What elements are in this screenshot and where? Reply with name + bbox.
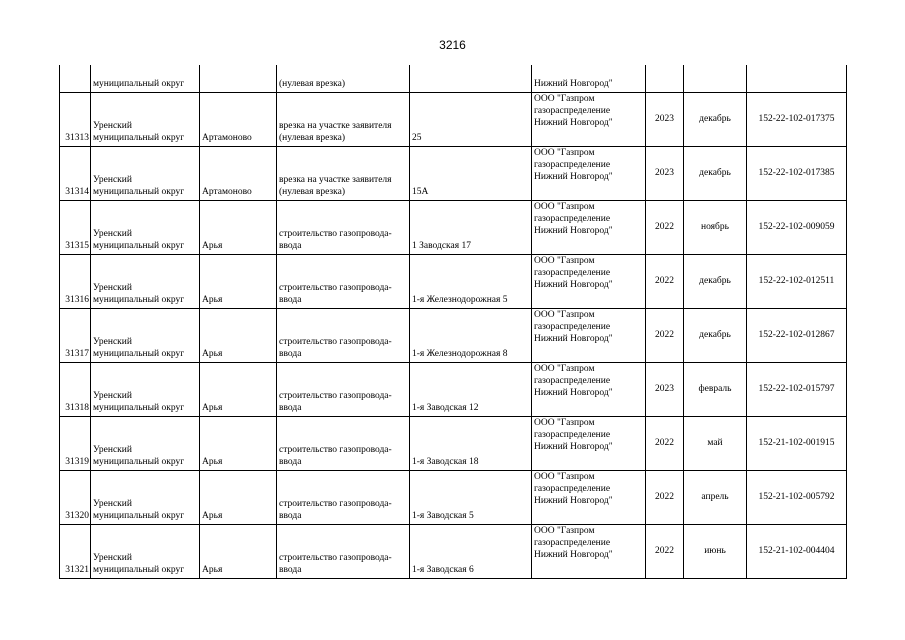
cell-district (91, 146, 200, 200)
cell-work (277, 254, 410, 308)
district-line-1: Уренский (93, 120, 132, 131)
org-line-1: ООО "Газпром (534, 147, 595, 158)
cell-district (91, 254, 200, 308)
org-line-2: газораспределение (534, 105, 611, 116)
cell-work (277, 362, 410, 416)
org-line-3: Нижний Новгород" (534, 225, 613, 236)
cell-month: апрель (684, 470, 747, 524)
cell-month: декабрь (684, 254, 747, 308)
org-line-3: Нижний Новгород" (534, 117, 613, 128)
org-line-1: ООО "Газпром (534, 309, 595, 320)
cell-year: 2022 (646, 524, 684, 578)
cell-address: 1-я Железнодорожная 8 (410, 308, 532, 362)
cell-number: 31315 (60, 200, 91, 254)
table-row (60, 308, 847, 362)
table-row (60, 92, 847, 146)
cell-number: 31316 (60, 254, 91, 308)
cell-number (60, 65, 91, 92)
cell-district (91, 470, 200, 524)
cell-address (410, 65, 532, 92)
work-line-2: ввода (279, 564, 302, 575)
district-line-2: муниципальный округ (93, 348, 185, 359)
cell-work (277, 308, 410, 362)
cell-code (747, 65, 847, 92)
cell-district (91, 200, 200, 254)
cell-work (277, 92, 410, 146)
org-line-1: ООО "Газпром (534, 201, 595, 212)
cell-number: 31321 (60, 524, 91, 578)
cell-code: 152-22-102-012511 (747, 254, 847, 308)
district-line-2: муниципальный округ (93, 186, 185, 197)
org-line-2: газораспределение (534, 213, 611, 224)
cell-number: 31314 (60, 146, 91, 200)
cell-month: декабрь (684, 146, 747, 200)
org-line-3: Нижний Новгород" (534, 279, 613, 290)
district-line-2: муниципальный округ (93, 510, 185, 521)
table-row (60, 416, 847, 470)
page-number: 3216 (439, 38, 466, 52)
work-line-2: ввода (279, 456, 302, 467)
district-line-2: муниципальный округ (93, 456, 185, 467)
district-line-1: Уренский (93, 390, 132, 401)
cell-year: 2023 (646, 362, 684, 416)
cell-month: декабрь (684, 92, 747, 146)
work-line-1: строительство газопровода- (279, 228, 392, 239)
district-line-2: муниципальный округ (93, 240, 185, 251)
cell-number: 31319 (60, 416, 91, 470)
table-row-continued (60, 65, 847, 92)
org-line-2: газораспределение (534, 483, 611, 494)
cell-number: 31313 (60, 92, 91, 146)
work-line-1: врезка на участке заявителя (279, 174, 392, 185)
cell-district (91, 92, 200, 146)
cell-code: 152-22-102-017375 (747, 92, 847, 146)
cell-work (277, 200, 410, 254)
cell-address: 1-я Железнодорожная 5 (410, 254, 532, 308)
cell-month: февраль (684, 362, 747, 416)
work-line-2: (нулевая врезка) (279, 132, 346, 143)
cell-code: 152-21-102-005792 (747, 470, 847, 524)
cell-district (91, 308, 200, 362)
org-line-2: газораспределение (534, 321, 611, 332)
work-line-2: ввода (279, 240, 302, 251)
cell-place: Арья (200, 524, 277, 578)
cell-year: 2022 (646, 416, 684, 470)
cell-code: 152-22-102-015797 (747, 362, 847, 416)
org-line-1: ООО "Газпром (534, 417, 595, 428)
cell-organization (532, 416, 646, 470)
work-line-1: строительство газопровода- (279, 444, 392, 455)
cell-address: 1-я Заводская 12 (410, 362, 532, 416)
work-line-2: (нулевая врезка) (279, 186, 346, 197)
cell-year (646, 65, 684, 92)
cell-month: декабрь (684, 308, 747, 362)
table-row (60, 362, 847, 416)
org-line-1: ООО "Газпром (534, 255, 595, 266)
cell-code: 152-21-102-001915 (747, 416, 847, 470)
org-line-1: ООО "Газпром (534, 525, 595, 536)
district-line-1: Уренский (93, 498, 132, 509)
cell-organization (532, 254, 646, 308)
cell-district (91, 416, 200, 470)
org-line-2: газораспределение (534, 159, 611, 170)
work-line-2: ввода (279, 510, 302, 521)
work-line-1: строительство газопровода- (279, 336, 392, 347)
cell-address: 1-я Заводская 5 (410, 470, 532, 524)
cell-month: май (684, 416, 747, 470)
district-line-1: Уренский (93, 336, 132, 347)
district-line-1: Уренский (93, 552, 132, 563)
cell-organization (532, 470, 646, 524)
org-line-3: Нижний Новгород" (534, 549, 613, 560)
cell-work (277, 416, 410, 470)
district-line-1: Уренский (93, 174, 132, 185)
district-line-2: муниципальный округ (93, 564, 185, 575)
work-line-1: врезка на участке заявителя (279, 120, 392, 131)
cell-place: Арья (200, 362, 277, 416)
cell-address: 1 Заводская 17 (410, 200, 532, 254)
cell-place: Арья (200, 254, 277, 308)
cell-code: 152-22-102-017385 (747, 146, 847, 200)
cell-number: 31317 (60, 308, 91, 362)
cell-place: Арья (200, 200, 277, 254)
cell-district: муниципальный округ (91, 65, 200, 92)
org-line-1: ООО "Газпром (534, 363, 595, 374)
cell-organization (532, 92, 646, 146)
cell-code: 152-21-102-004404 (747, 524, 847, 578)
cell-place: Артамоново (200, 92, 277, 146)
cell-place (200, 65, 277, 92)
cell-work (277, 524, 410, 578)
org-line-1: ООО "Газпром (534, 471, 595, 482)
district-line-2: муниципальный округ (93, 294, 185, 305)
org-line-1: ООО "Газпром (534, 93, 595, 104)
cell-organization (532, 524, 646, 578)
cell-district (91, 524, 200, 578)
cell-month (684, 65, 747, 92)
cell-work (277, 470, 410, 524)
work-line-1: строительство газопровода- (279, 282, 392, 293)
table-row (60, 524, 847, 578)
cell-organization (532, 200, 646, 254)
district-line-1: Уренский (93, 228, 132, 239)
work-line-1: строительство газопровода- (279, 498, 392, 509)
work-line-2: ввода (279, 402, 302, 413)
cell-year: 2023 (646, 146, 684, 200)
table-row (60, 146, 847, 200)
table-row (60, 200, 847, 254)
work-line-1: строительство газопровода- (279, 552, 392, 563)
org-line-2: газораспределение (534, 429, 611, 440)
table-row (60, 254, 847, 308)
cell-organization (532, 362, 646, 416)
district-line-2: муниципальный округ (93, 132, 185, 143)
cell-organization (532, 146, 646, 200)
district-line-1: Уренский (93, 282, 132, 293)
cell-year: 2022 (646, 308, 684, 362)
org-line-3: Нижний Новгород" (534, 495, 613, 506)
org-line-2: газораспределение (534, 267, 611, 278)
cell-work: (нулевая врезка) (277, 65, 410, 92)
cell-work (277, 146, 410, 200)
cell-place: Арья (200, 470, 277, 524)
cell-code: 152-22-102-012867 (747, 308, 847, 362)
cell-place: Артамоново (200, 146, 277, 200)
registry-table (59, 65, 847, 579)
cell-address: 25 (410, 92, 532, 146)
cell-organization: Нижний Новгород" (532, 65, 646, 92)
cell-year: 2022 (646, 200, 684, 254)
cell-year: 2022 (646, 254, 684, 308)
cell-organization (532, 308, 646, 362)
org-line-2: газораспределение (534, 375, 611, 386)
org-line-3: Нижний Новгород" (534, 441, 613, 452)
org-line-3: Нижний Новгород" (534, 171, 613, 182)
cell-year: 2023 (646, 92, 684, 146)
cell-address: 1-я Заводская 18 (410, 416, 532, 470)
cell-place: Арья (200, 416, 277, 470)
cell-month: ноябрь (684, 200, 747, 254)
table-row (60, 470, 847, 524)
cell-code: 152-22-102-009059 (747, 200, 847, 254)
cell-place: Арья (200, 308, 277, 362)
cell-district (91, 362, 200, 416)
work-line-1: строительство газопровода- (279, 390, 392, 401)
org-line-3: Нижний Новгород" (534, 387, 613, 398)
district-line-1: Уренский (93, 444, 132, 455)
cell-address: 15А (410, 146, 532, 200)
registry-table-body (60, 65, 847, 578)
cell-number: 31320 (60, 470, 91, 524)
org-line-2: газораспределение (534, 537, 611, 548)
district-line-2: муниципальный округ (93, 402, 185, 413)
org-line-3: Нижний Новгород" (534, 333, 613, 344)
cell-year: 2022 (646, 470, 684, 524)
cell-address: 1-я Заводская 6 (410, 524, 532, 578)
work-line-2: ввода (279, 348, 302, 359)
cell-month: июнь (684, 524, 747, 578)
cell-number: 31318 (60, 362, 91, 416)
work-line-2: ввода (279, 294, 302, 305)
